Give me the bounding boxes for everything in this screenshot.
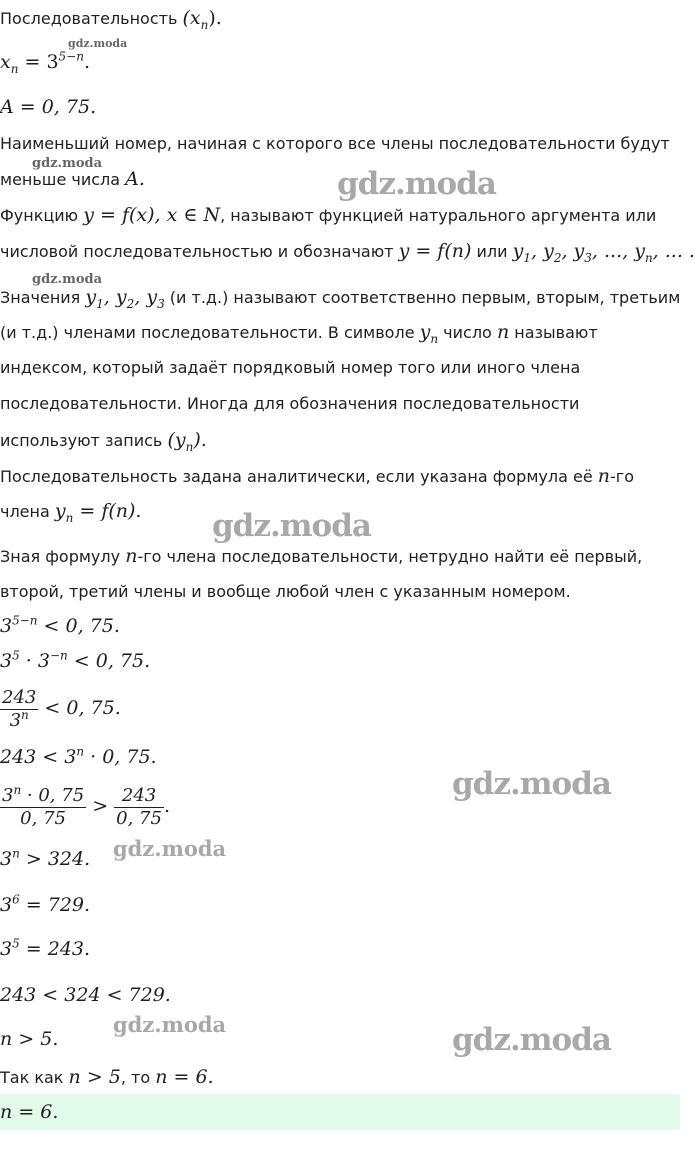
equation-2: $3^5 \cdot 3^{-n} < 0$, 75. (0, 648, 151, 672)
answer-line: n = 6. (0, 1101, 59, 1123)
task-line-2: меньше числа A. (0, 168, 145, 190)
equation-5: $\frac{3^n \cdot 0, 75}{0, 75}$ > $\frac{243}{0, 75}$ . (2, 783, 171, 829)
analytic-line-3: Зная формулу n-го члена последовательности, нетрудно найти её первый, (0, 545, 643, 567)
equation-9: 243 < 324 < 729. (0, 984, 171, 1006)
equation-7: $3^6 = 729$. (0, 892, 91, 916)
analytic-line-1: Последовательность задана аналитически, если указана формула её n-го (0, 465, 634, 487)
analytic-line-2: члена $y_n = f(n)$. (0, 500, 142, 525)
definition-line-3: Значения $y_1$, $y_2$, $y_3$ (и т.д.) называют соответственно первым, вторым, третьим (0, 286, 681, 311)
equation-4: $243 < 3^n \cdot 0$, 75. (0, 744, 157, 768)
value-a-line: A = 0, 75. (0, 96, 97, 118)
fraction-right: $\frac{243}{0, 75}$ (116, 785, 162, 829)
watermark-logo: gdz.moda (32, 272, 103, 287)
equation-10: n > 5. (0, 1028, 59, 1050)
definition-line-5: индексом, который задаёт порядковый номер того или иного члена (0, 358, 581, 377)
definition-line-7: используют запись $(y_n)$. (0, 429, 207, 454)
equation-8: $3^5 = 243$. (0, 936, 91, 960)
watermark-logo: gdz.moda (452, 1022, 611, 1058)
watermark-logo: gdz.moda (337, 166, 496, 202)
conclusion-line: Так как n > 5, то n = 6. (0, 1066, 214, 1088)
analytic-line-4: второй, третий члены и вообще любой член с указанным номером. (0, 582, 571, 601)
watermark-logo: gdz.moda (452, 766, 611, 802)
task-line-1: Наименьший номер, начиная с которого все члены последовательности будут (0, 134, 670, 153)
watermark-logo: gdz.moda (68, 37, 128, 50)
fraction-left: $\frac{3^n \cdot 0, 75}{0, 75}$ (2, 783, 85, 829)
equation-1: $3^{5-n} < 0$, 75. (0, 613, 120, 637)
watermark-logo: gdz.moda (32, 156, 103, 171)
definition-line-1: Функцию y = f(x), x ∈ N, называют функцией натурального аргумента или (0, 204, 657, 226)
answer-highlight (0, 1094, 680, 1130)
fraction: $\frac{243}{3^n}$ (2, 687, 37, 731)
formula-line: $x_n = 3^{5-n}$. (0, 49, 91, 76)
watermark-logo: gdz.moda (212, 508, 371, 544)
equation-3: $\frac{243}{3^n}$ < 0, 75. (2, 687, 121, 731)
watermark-logo: gdz.moda (113, 1012, 227, 1037)
definition-line-6: последовательности. Иногда для обозначения последовательности (0, 394, 580, 413)
watermark-logo: gdz.moda (113, 836, 227, 861)
equation-6: $3^n > 324$. (0, 846, 91, 870)
sequence-title-line: Последовательность $(x_n)$. (0, 7, 222, 32)
definition-line-4: (и т.д.) членами последовательности. В символе $y_n$ число n называют (0, 321, 598, 346)
definition-line-2: числовой последовательностью и обозначают y = f(n) или $y_1$, $y_2$, $y_3$, ..., $y_n$, ... . (0, 240, 695, 265)
